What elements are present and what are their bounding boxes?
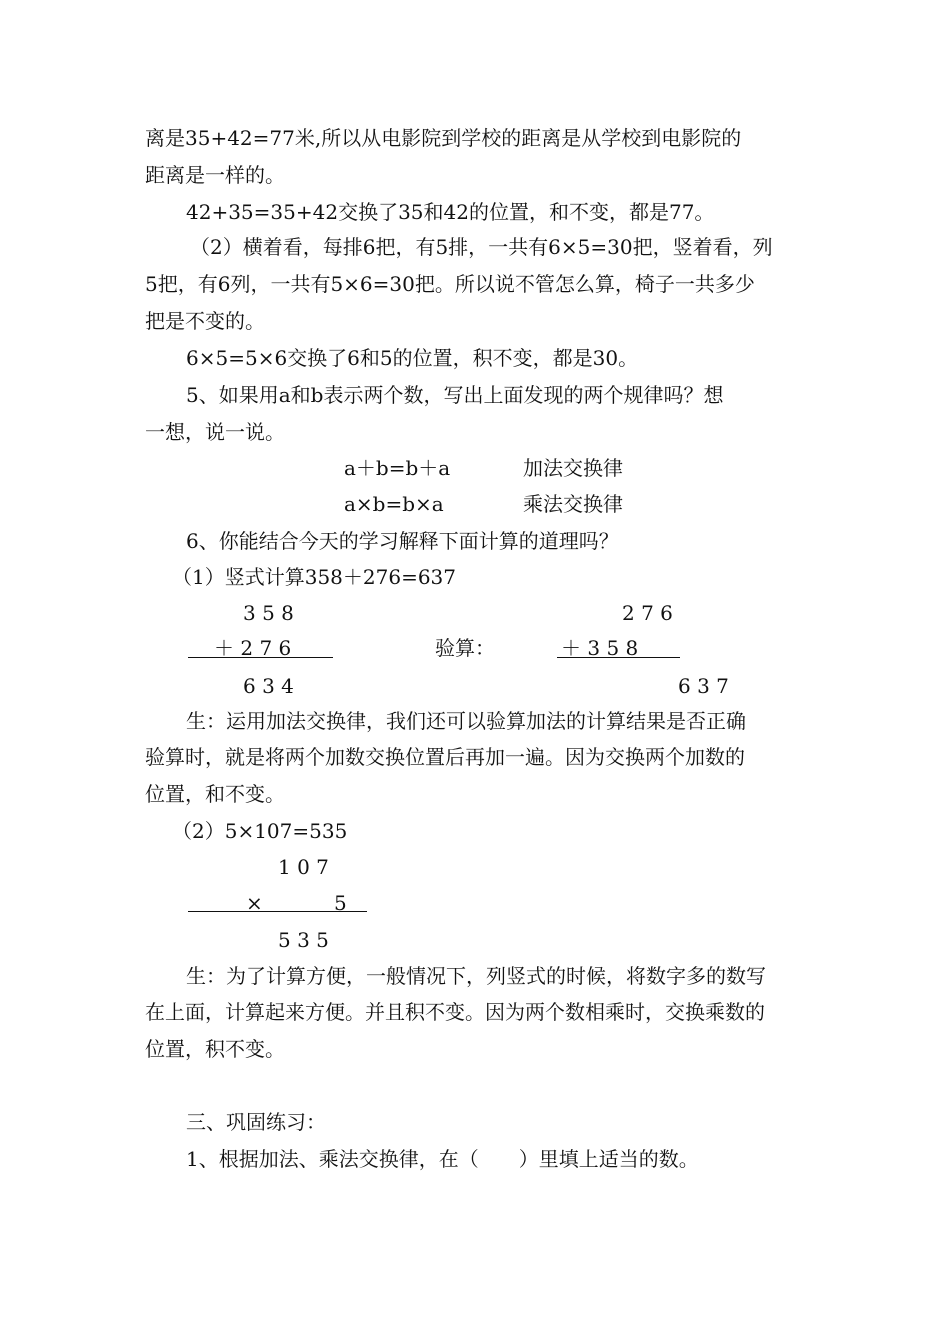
addend-bottom: ＋ 2 7 6 — [214, 636, 292, 660]
sub-question: （1）竖式计算358＋276=637 — [172, 565, 457, 589]
explanation-line: 位置，积不变。 — [145, 1037, 285, 1061]
paragraph-line: （2）横着看，每排6把，有5排，一共有6×5=30把，竖着看，列 — [190, 235, 773, 259]
addend-top: 3 5 8 — [243, 601, 294, 625]
explanation-line: 生：运用加法交换律，我们还可以验算加法的计算结果是否正确 — [186, 709, 746, 733]
explanation-line: 生：为了计算方便，一般情况下，列竖式的时候，将数字多的数写 — [186, 964, 766, 988]
multiply-sign: × — [246, 891, 263, 915]
law-formula: a×b=b×a — [344, 492, 444, 516]
paragraph-line: 6×5=5×6交换了6和5的位置，积不变，都是30。 — [186, 346, 639, 370]
paragraph-line: 距离是一样的。 — [145, 163, 285, 187]
calc-rule — [188, 657, 333, 658]
question-line: 一想，说一说。 — [145, 420, 285, 444]
multiplier: 5 — [334, 891, 347, 915]
sub-question: （2）5×107=535 — [172, 819, 348, 843]
explanation-line: 位置，和不变。 — [145, 782, 285, 806]
multiplicand: 1 0 7 — [278, 855, 329, 879]
paragraph-line: 5把，有6列，一共有5×6=30把。所以说不管怎么算，椅子一共多少 — [145, 272, 755, 296]
section-heading: 三、巩固练习： — [186, 1110, 326, 1134]
law-name: 加法交换律 — [523, 456, 623, 480]
product-result: 5 3 5 — [278, 928, 329, 952]
explanation-line: 验算时，就是将两个加数交换位置后再加一遍。因为交换两个加数的 — [145, 745, 745, 769]
question-line: 5、如果用a和b表示两个数，写出上面发现的两个规律吗？想 — [186, 383, 724, 407]
law-name: 乘法交换律 — [523, 492, 623, 516]
question-title: 6、你能结合今天的学习解释下面计算的道理吗？ — [186, 529, 619, 553]
sum-result: 6 3 7 — [678, 674, 729, 698]
check-label: 验算： — [435, 636, 495, 660]
addend-top: 2 7 6 — [622, 601, 673, 625]
sum-result: 6 3 4 — [243, 674, 294, 698]
paragraph-line: 42+35=35+42交换了35和42的位置，和不变，都是77。 — [186, 200, 715, 224]
law-formula: a＋b=b＋a — [344, 456, 451, 480]
exercise-line: 1、根据加法、乘法交换律，在（ ）里填上适当的数。 — [186, 1147, 699, 1171]
addend-bottom: ＋ 3 5 8 — [561, 636, 639, 660]
paragraph-line: 把是不变的。 — [145, 309, 265, 333]
explanation-line: 在上面，计算起来方便。并且积不变。因为两个数相乘时，交换乘数的 — [145, 1000, 765, 1024]
calc-rule — [557, 657, 680, 658]
paragraph-line: 离是35+42=77米,所以从电影院到学校的距离是从学校到电影院的 — [145, 126, 742, 150]
calc-rule — [188, 911, 367, 912]
